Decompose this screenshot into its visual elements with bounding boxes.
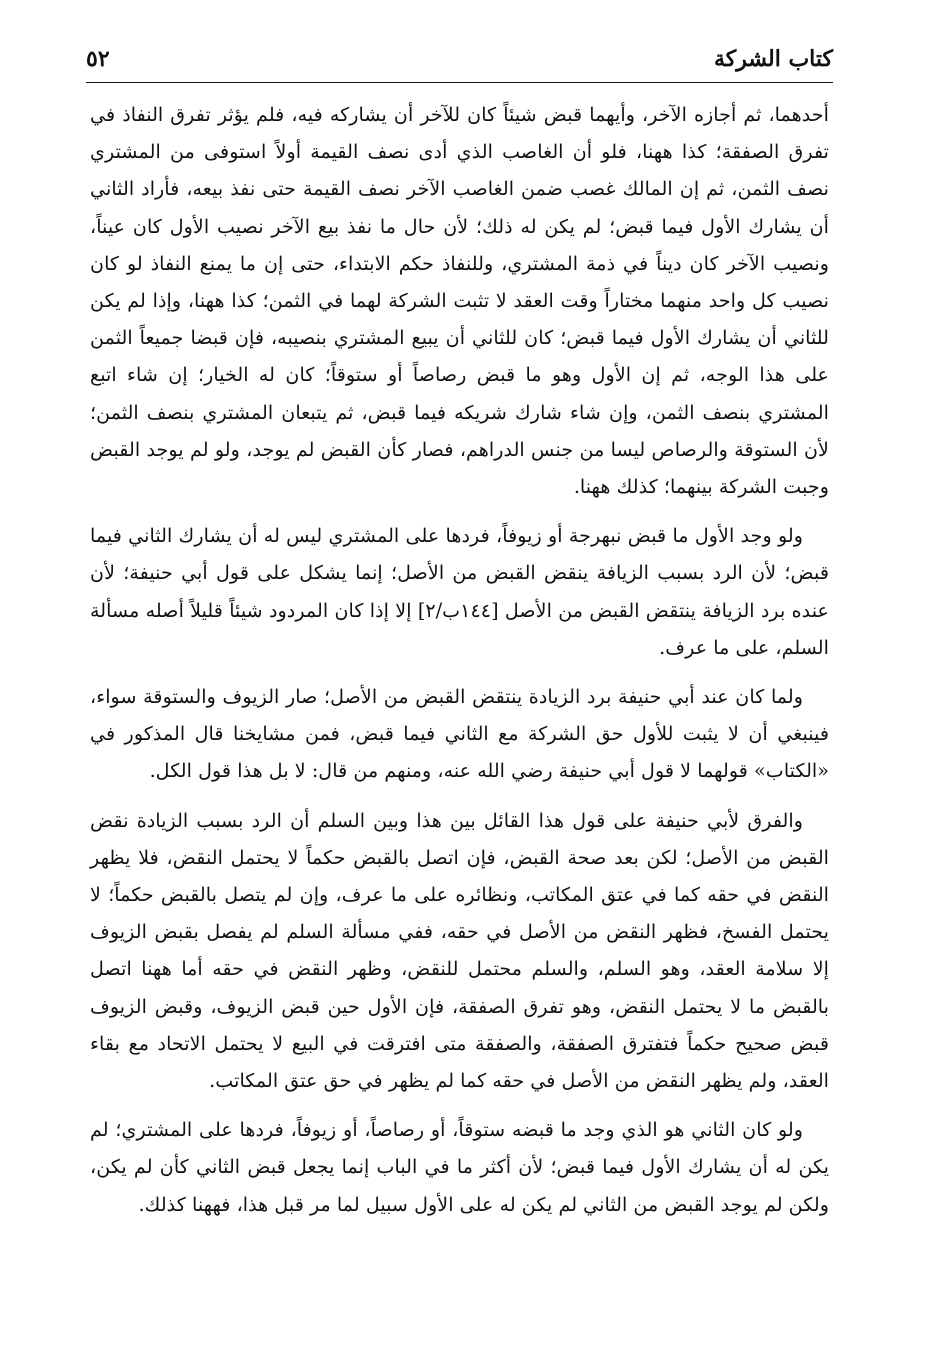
running-title: كتاب الشركة bbox=[713, 46, 833, 72]
page-header bbox=[86, 38, 833, 80]
paragraph-5: ولو كان الثاني هو الذي وجد ما قبضه ستوقاً، أو رصاصاً، أو زيوفاً، فردها على المشتري؛ لم يكن له أن يشارك الأول فيما قبض؛ لأن أكثر ما في الباب إنما يجعل قبض الثاني كأن لم يكن، ولكن لم يوجد القبض من الثاني لم يكن له على الأول سبيل لما مر قبل هذا، فههنا كذلك. bbox=[90, 1118, 829, 1216]
header-divider bbox=[86, 82, 833, 83]
paragraph-3: ولما كان عند أبي حنيفة برد الزيادة ينتقض القبض من الأصل؛ صار الزيوف والستوقة سواء، فينبغي أن لا يثبت للأول حق الشركة مع الثاني فيما قبض، فمن مشايخنا قال المذكور في «الكتاب» قولهما لا قول أبي حنيفة رضي الله عنه، ومنهم من قال: لا بل هذا قول الكل. bbox=[90, 685, 829, 783]
paragraph-1: أحدهما، ثم أجازه الآخر، وأيهما قبض شيئاً كان للآخر أن يشاركه فيه، فلم يؤثر تفرق النفاذ في تفرق الصفقة؛ كذا ههنا، فلو أن الغاصب الذي أدى نصف القيمة أولاً استوفى من المشتري نصف الثمن، ثم إن المالك غصب ضمن الغاصب الآخر نصف القيمة حتى نفذ بيعه، فأراد الثاني أن يشارك الأول فيما قبض؛ لم يكن له ذلك؛ لأن حال ما نفذ بيع الآخر نصيب الأول كان عيناً، ونصيب الآخر كان ديناً في ذمة المشتري، وللنفاذ حكم الابتداء، حتى إن ما يمنع النفاذ لو كان نصيب كل واحد منهما مختاراً وقت العقد لا تثبت الشركة لهما في الثمن؛ كذا ههنا، وإذا لم يكن للثاني أن يشارك الأول فيما قبض؛ كان للثاني أن يبيع المشتري بنصيبه، فإن قبضا جميعاً الثمن على هذا الوجه، ثم إن الأول وهو ما قبض رصاصاً أو ستوقاً؛ كان له الخيار؛ إن شاء اتبع المشتري بنصف الثمن، وإن شاء شارك شريكه فيما قبض، ثم يتبعان المشتري بنصف الثمن؛ لأن الستوقة والرصاص ليسا من جنس الدراهم، فصار كأن القبض لم يوجد، ولو لم يوجد القبض وجبت الشركة بينهما؛ كذلك ههنا. bbox=[90, 103, 829, 499]
page-number: ٥٢ bbox=[86, 46, 110, 72]
paragraph-2: ولو وجد الأول ما قبض نبهرجة أو زيوفاً، فردها على المشتري ليس له أن يشارك الثاني فيما قبض؛ لأن الرد بسبب الزيافة ينقض القبض من الأصل؛ إنما يشكل على قول أبي حنيفة؛ لأن عنده برد الزيافة ينتقض القبض من الأصل [١٤٤ب/٢] إلا إذا كان المردود شيئاً قليلاً أصله مسألة السلم، على ما عرف. bbox=[90, 524, 829, 659]
paragraph-4: والفرق لأبي حنيفة على قول هذا القائل بين هذا وبين السلم أن الرد بسبب الزيادة نقض القبض من الأصل؛ لكن بعد صحة القبض، فإن اتصل بالقبض حكماً لا يحتمل النقض، فلا يظهر النقض في حقه كما في عتق المكاتب، ونظائره على ما عرف، وإن لم يتصل بالقبض حكماً؛ لا يحتمل الفسخ، فظهر النقض من الأصل في حقه، ففي مسألة السلم لم يفصل بقبض الزيوف إلا سلامة العقد، وهو السلم، والسلم محتمل للنقض، وظهر النقض في حقه أما ههنا اتصل بالقبض ما لا يحتمل النقض، وهو تفرق الصفقة، فإن الأول حين قبض الزيوف، وقبض الزيوف قبض صحيح حكماً فتفترق الصفقة، والصفقة متى افترقت في البيع لا يحتمل الاتحاد مع بقاء العقد، ولم يظهر النقض من الأصل في حقه كما لم يظهر في حق عتق المكاتب. bbox=[90, 808, 829, 1093]
page-body bbox=[90, 96, 829, 1235]
